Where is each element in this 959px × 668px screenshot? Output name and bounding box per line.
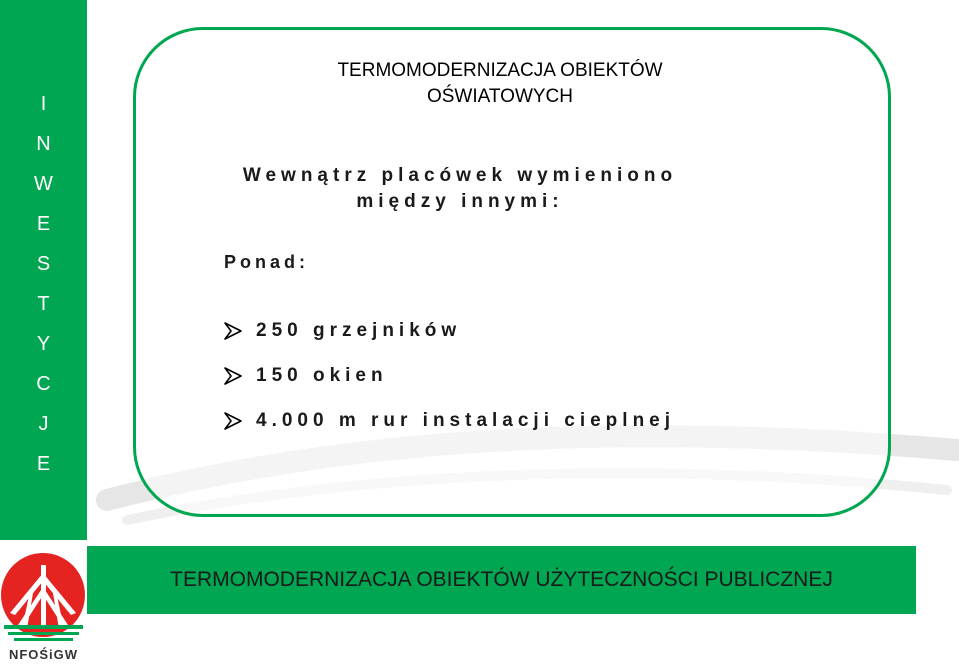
nfosigw-logo-icon [0, 543, 87, 643]
ponad-label: Ponad: [224, 252, 309, 272]
vertical-letter: J [38, 413, 49, 435]
slide-title [280, 58, 720, 110]
subtitle-line-2: między innymi: [356, 191, 564, 212]
title-line-2: OŚWIATOWYCH [426, 86, 574, 107]
footer-banner [87, 546, 916, 614]
vertical-letter: T [37, 293, 50, 315]
vertical-letter: E [36, 453, 51, 475]
bullet-text: 4.000 m rur instalacji cieplnej [256, 409, 676, 431]
vertical-letter: N [36, 133, 51, 155]
vertical-letter: E [36, 213, 51, 235]
subtitle-line-1: Wewnątrz placówek wymieniono [242, 165, 678, 186]
arrow-bullet-icon [222, 411, 244, 431]
vertical-letter: C [36, 373, 51, 395]
vertical-title [0, 84, 87, 484]
left-sidebar [0, 0, 87, 540]
list-item [222, 361, 675, 390]
vertical-letter: I [40, 93, 47, 115]
arrow-bullet-icon [222, 366, 244, 386]
title-line-1: TERMOMODERNIZACJA OBIEKTÓW [337, 60, 663, 81]
vertical-letter: S [36, 253, 51, 275]
arrow-bullet-icon [222, 321, 244, 341]
vertical-letter: W [34, 173, 53, 195]
footer-text: TERMOMODERNIZACJA OBIEKTÓW UŻYTECZNOŚCI PUBLICZNEJ [170, 568, 833, 591]
list-item [222, 406, 675, 435]
bullet-text: 150 okien [256, 364, 388, 386]
bullet-list [222, 316, 675, 451]
bullet-text: 250 grzejników [256, 319, 462, 341]
vertical-letter: Y [36, 333, 51, 355]
logo-caption: NFOŚiGW [8, 647, 79, 662]
list-item [222, 316, 675, 345]
